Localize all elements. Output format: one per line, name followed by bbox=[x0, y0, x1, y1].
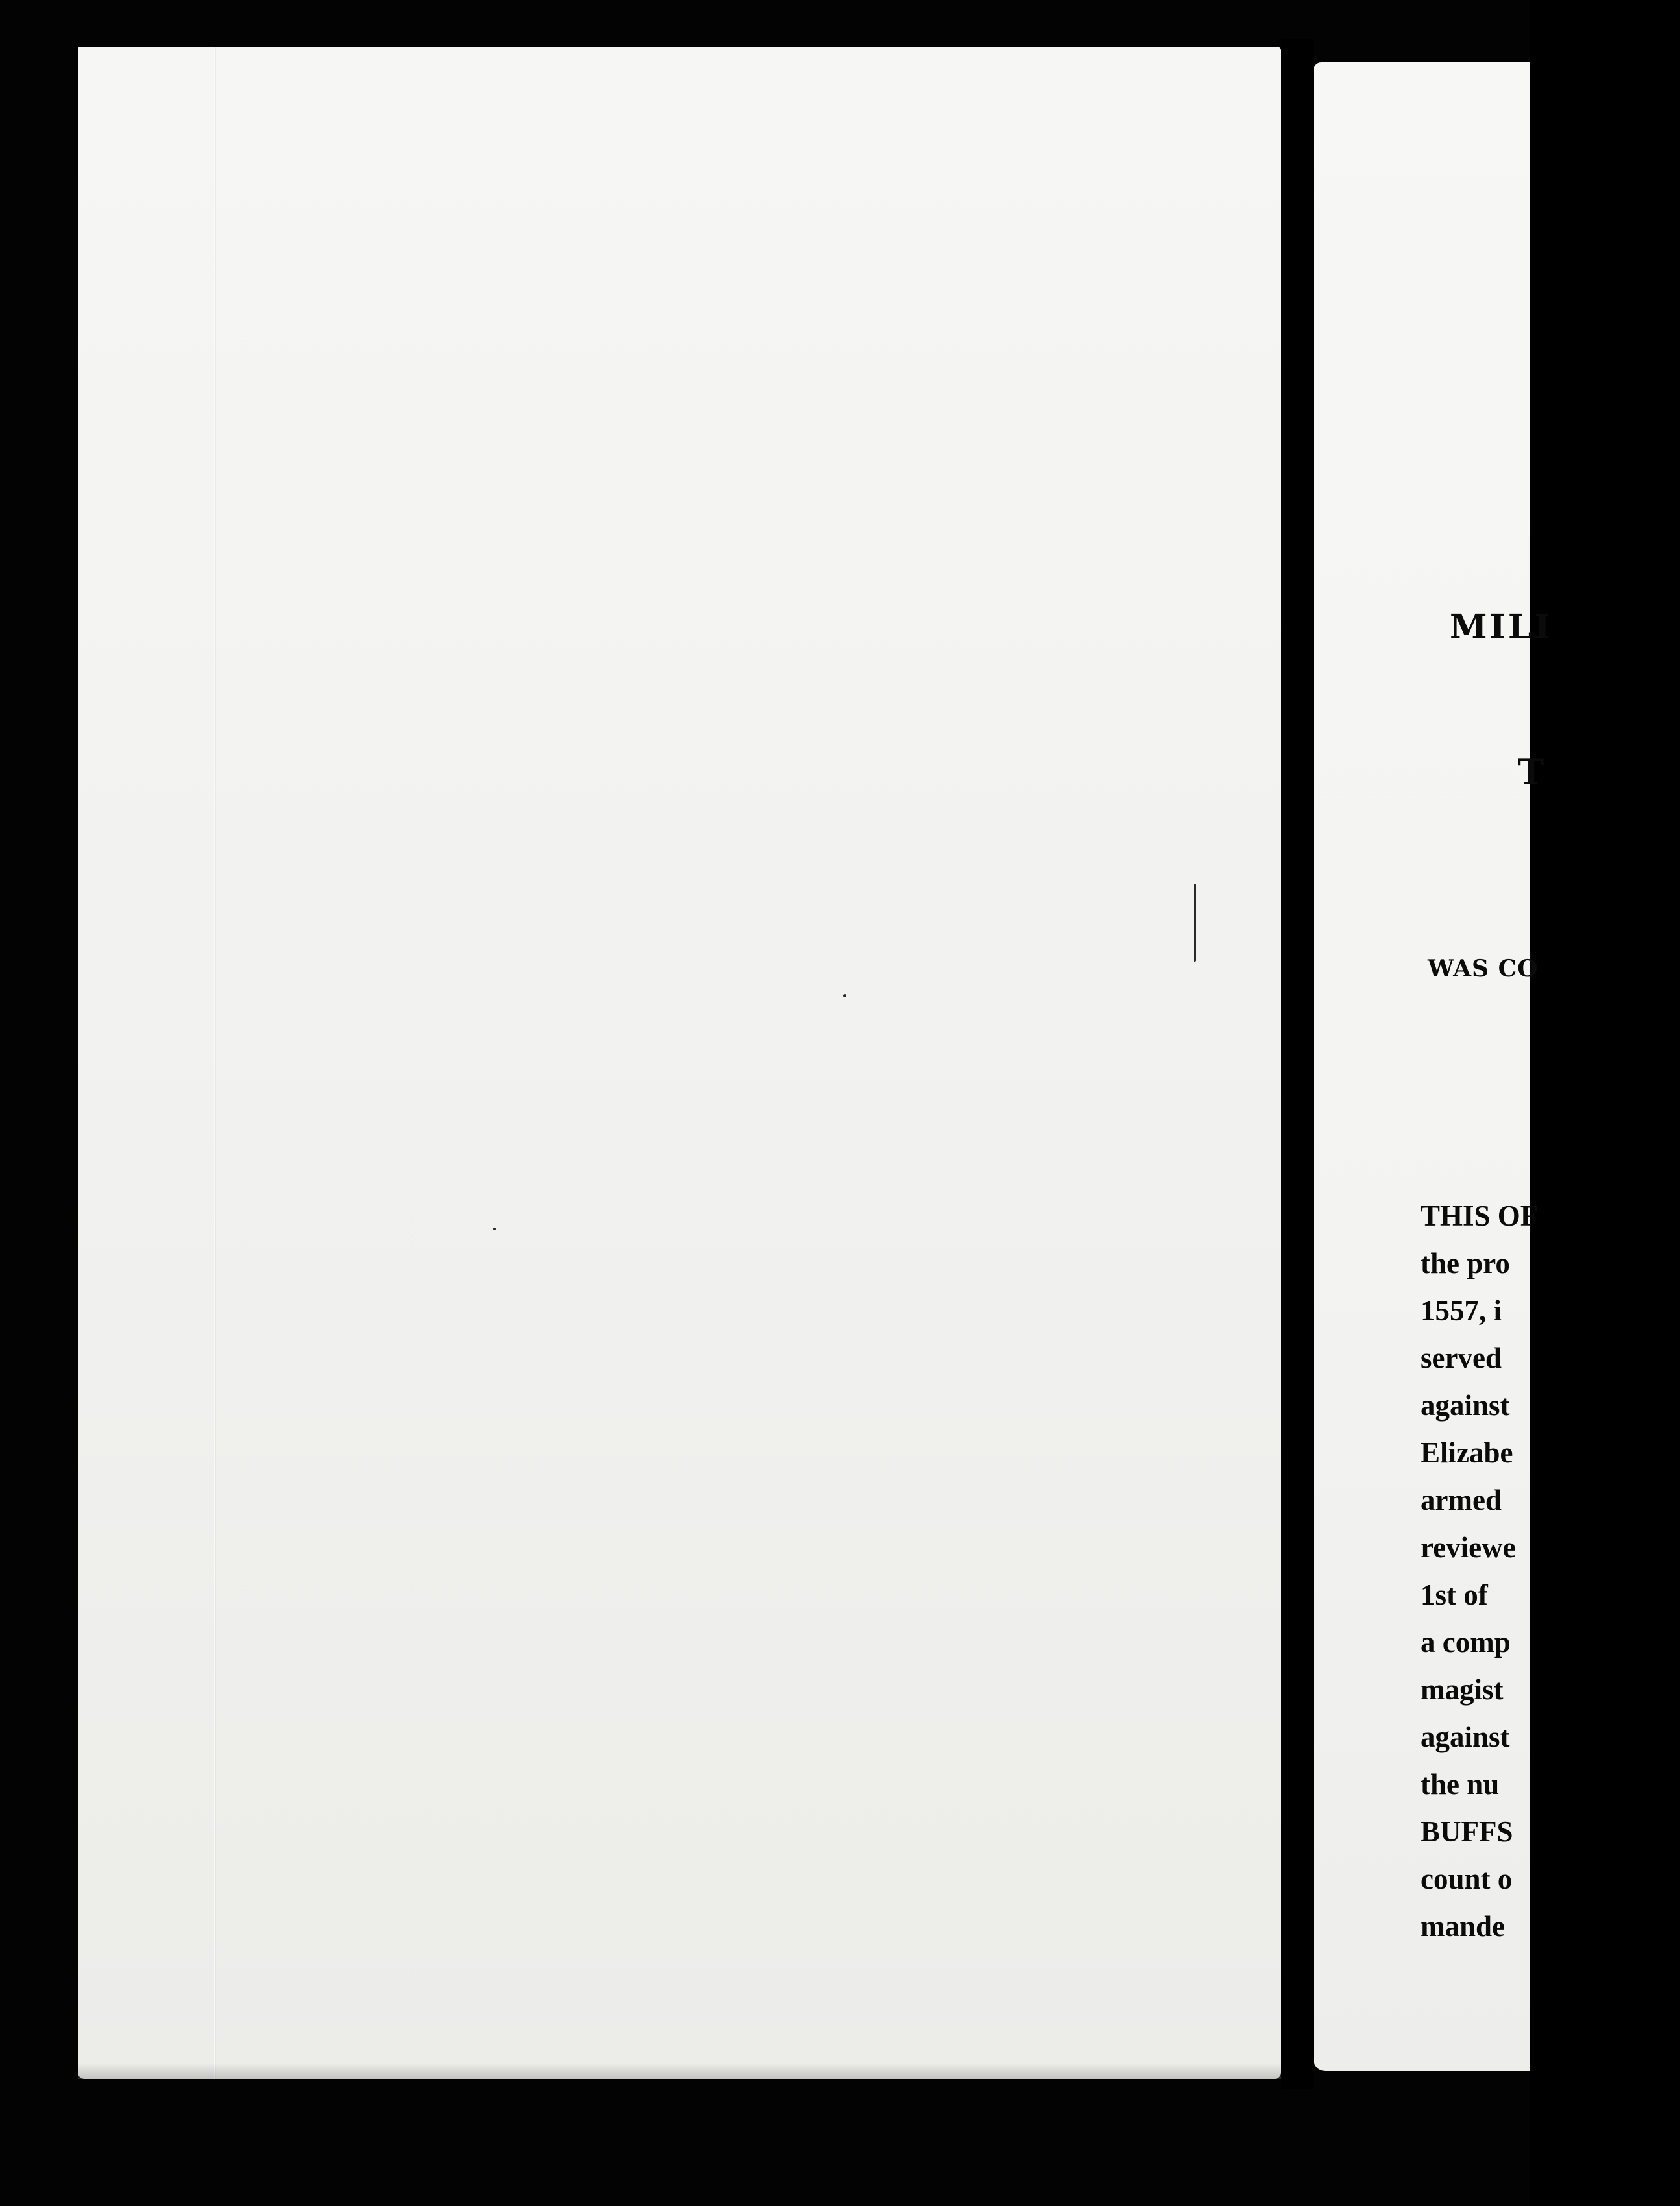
body-line: BUFFS bbox=[1421, 1815, 1513, 1848]
right-page-heading-3: WAS CO bbox=[1428, 955, 1539, 982]
right-page-heading-2: T bbox=[1518, 751, 1544, 793]
body-line: armed bbox=[1421, 1484, 1502, 1516]
body-line: a comp bbox=[1421, 1626, 1511, 1658]
body-line: the pro bbox=[1421, 1247, 1510, 1279]
scan-speck bbox=[843, 994, 846, 997]
left-page-blank bbox=[78, 47, 1281, 2079]
body-line: against bbox=[1421, 1721, 1510, 1753]
right-page-body-text bbox=[1421, 1193, 1680, 1950]
page-crease bbox=[214, 47, 216, 2079]
body-line: magist bbox=[1421, 1673, 1504, 1706]
body-line: served bbox=[1421, 1342, 1502, 1374]
body-line: the nu bbox=[1421, 1768, 1500, 1800]
right-page bbox=[1314, 62, 1553, 2071]
book-gutter bbox=[1281, 39, 1314, 2089]
body-line: Elizabe bbox=[1421, 1436, 1513, 1469]
body-line: 1557, i bbox=[1421, 1294, 1502, 1327]
body-line: against bbox=[1421, 1389, 1510, 1422]
body-line: 1st of bbox=[1421, 1579, 1488, 1611]
body-line: mande bbox=[1421, 1910, 1506, 1943]
body-line: reviewe bbox=[1421, 1531, 1516, 1564]
right-page-heading-1: MILI bbox=[1450, 607, 1553, 647]
body-line: count o bbox=[1421, 1863, 1513, 1895]
scan-mark bbox=[1194, 884, 1196, 962]
scan-speck bbox=[493, 1228, 496, 1230]
body-line: THIS OF bbox=[1421, 1200, 1539, 1232]
page-bottom-edge bbox=[78, 2063, 1281, 2079]
